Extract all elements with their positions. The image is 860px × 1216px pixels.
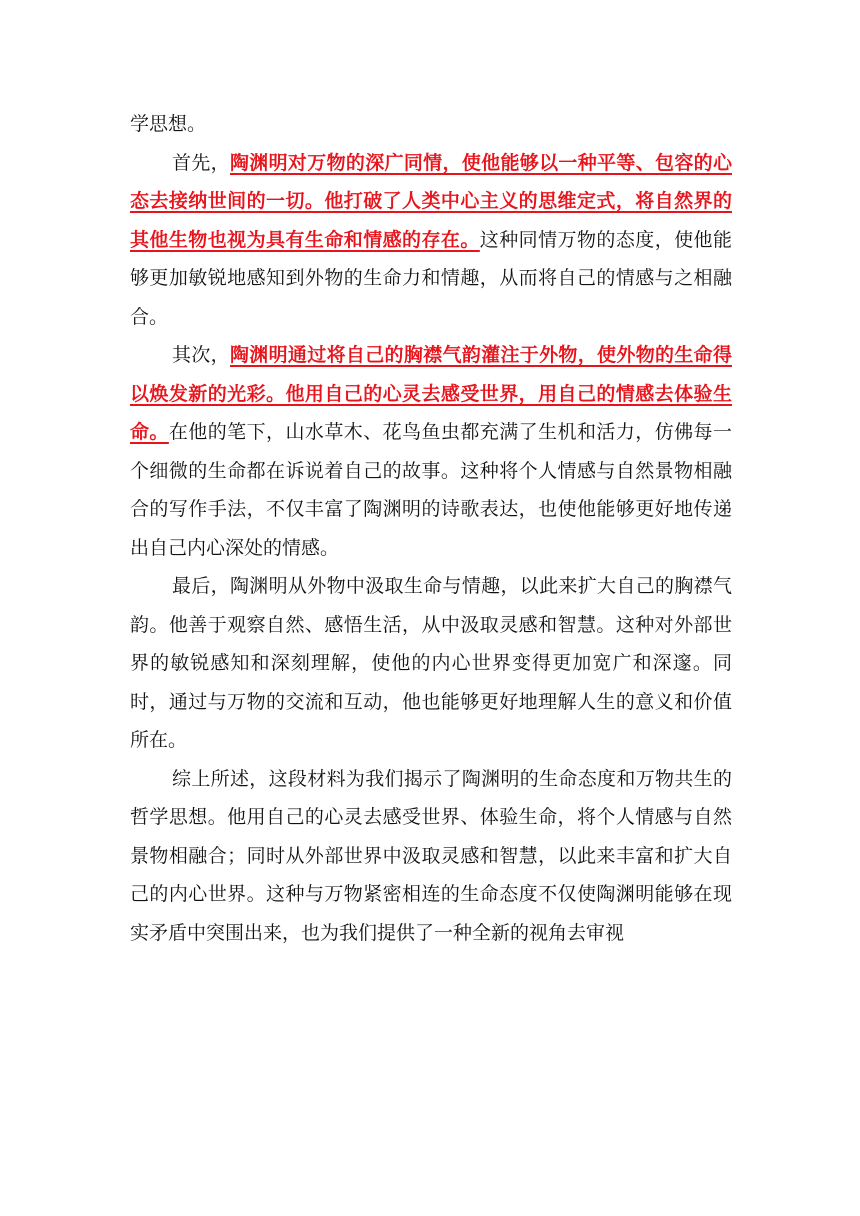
paragraph-third-point bbox=[130, 567, 732, 760]
text-segment: 综上所述，这段材料为我们揭示了陶渊明的生命态度和万物共生的哲学思想。他用自己的心灵去感受世界、体验生命，将个人情感与自然景物相融合；同时从外部世界中汲取灵感和智慧，以此来丰富和扩大自己的内心世界。这种与万物紧密相连的生命态度不仅使陶渊明能够在现实矛盾中突围出来，也为我们提供了一种全新的视角去审视 bbox=[130, 767, 732, 944]
paragraph-intro-tail bbox=[130, 105, 732, 144]
text-segment: 最后，陶渊明从外物中汲取生命与情趣，以此来扩大自己的胸襟气韵。他善于观察自然、感悟生活，从中汲取灵感和智慧。这种对外部世界的敏锐感知和深刻理解，使他的内心世界变得更加宽广和深邃。同时，通过与万物的交流和互动，他也能够更好地理解人生的意义和价值所在。 bbox=[130, 575, 732, 751]
text-segment: 首先， bbox=[172, 151, 230, 174]
document-page bbox=[130, 105, 732, 952]
highlighted-text: 陶渊明通过将自己的胸襟气韵灌注于外物，使外物的生命得以焕发新的光彩。他用自己的心灵去感受世界，用自己的情感去体验生命。 bbox=[130, 344, 732, 443]
text-segment: 学思想。 bbox=[130, 113, 207, 135]
paragraph-second-point bbox=[130, 336, 732, 567]
text-segment: 在他的笔下，山水草木、花鸟鱼虫都充满了生机和活力，仿佛每一个细微的生命都在诉说着自己的故事。这种将个人情感与自然景物相融合的写作手法，不仅丰富了陶渊明的诗歌表达，也使他能够更好地传递出自己内心深处的情感。 bbox=[130, 421, 732, 559]
text-segment: 这种同情万物的态度，使他能够更加敏锐地感知到外物的生命力和情趣，从而将自己的情感与之相融合。 bbox=[130, 228, 732, 328]
paragraph-conclusion bbox=[130, 760, 732, 953]
highlighted-text: 陶渊明对万物的深广同情，使他能够以一种平等、包容的心态去接纳世间的一切。他打破了人类中心主义的思维定式，将自然界的其他生物也视为具有生命和情感的存在。 bbox=[130, 151, 732, 251]
paragraph-first-point bbox=[130, 144, 732, 337]
text-segment: 其次， bbox=[172, 344, 230, 366]
